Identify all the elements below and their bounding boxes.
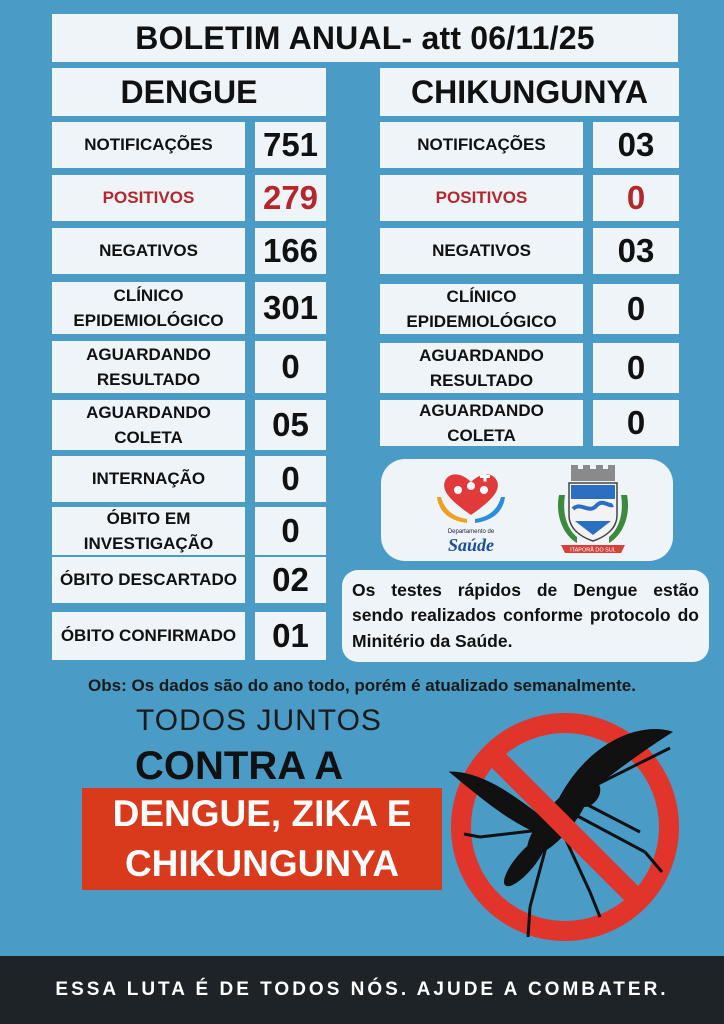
row-value: 0	[255, 456, 326, 502]
row-label: NOTIFICAÇÕES	[52, 122, 245, 168]
slogan-line-4: CHIKUNGUNYA	[82, 838, 442, 890]
row-value: 0	[255, 341, 326, 393]
dengue-heading: DENGUE	[52, 68, 326, 116]
row-value: 0	[593, 400, 679, 446]
row-value: 166	[255, 228, 326, 274]
row-label: ÓBITO DESCARTADO	[52, 557, 245, 603]
slogan-line-3: DENGUE, ZIKA E	[82, 788, 442, 840]
row-label: INTERNAÇÃO	[52, 456, 245, 502]
slogan-line-1: TODOS JUNTOS	[136, 704, 382, 737]
row-label: NEGATIVOS	[380, 228, 583, 274]
row-value: 0	[593, 175, 679, 221]
row-value: 301	[255, 282, 326, 334]
row-value: 0	[593, 343, 679, 393]
logo-small-text: Departamento de	[447, 529, 495, 535]
row-label: POSITIVOS	[380, 175, 583, 221]
row-value: 0	[255, 507, 326, 555]
row-label: POSITIVOS	[52, 175, 245, 221]
row-value: 05	[255, 400, 326, 450]
health-department-logo	[431, 467, 511, 557]
row-label: ÓBITO CONFIRMADO	[52, 612, 245, 660]
page-title: BOLETIM ANUAL- att 06/11/25	[52, 14, 678, 62]
row-label: NEGATIVOS	[52, 228, 245, 274]
row-label: NOTIFICAÇÕES	[380, 122, 583, 168]
no-mosquito-icon	[440, 702, 690, 952]
row-label: AGUARDANDO COLETA	[380, 400, 583, 446]
logos-panel	[381, 459, 673, 561]
rapid-test-note: Os testes rápidos de Dengue estão sendo realizados conforme protocolo do Minitério da Saúde.	[342, 570, 709, 662]
row-value: 03	[593, 122, 679, 168]
observation-text: Obs: Os dados são do ano todo, porém é atualizado semanalmente.	[88, 676, 636, 695]
row-label: AGUARDANDO RESULTADO	[52, 341, 245, 393]
crest-ribbon-text: ITAPORÃ DO SUL	[570, 547, 616, 554]
row-label: CLÍNICO EPIDEMIOLÓGICO	[380, 284, 583, 334]
row-label: AGUARDANDO COLETA	[52, 400, 245, 450]
row-value: 0	[593, 284, 679, 334]
row-value: 751	[255, 122, 326, 168]
chikungunya-heading: CHIKUNGUNYA	[380, 68, 679, 116]
row-label: CLÍNICO EPIDEMIOLÓGICO	[52, 282, 245, 334]
logo-big-text: Saúde	[447, 535, 495, 555]
row-value: 03	[593, 228, 679, 274]
municipal-crest-icon	[553, 465, 633, 557]
row-value: 01	[255, 612, 326, 660]
slogan-line-2: CONTRA A	[135, 744, 344, 788]
row-label: ÓBITO EM INVESTIGAÇÃO	[52, 507, 245, 555]
row-value: 02	[255, 557, 326, 603]
row-value: 279	[255, 175, 326, 221]
row-label: AGUARDANDO RESULTADO	[380, 343, 583, 393]
footer-banner: ESSA LUTA É DE TODOS NÓS. AJUDE A COMBATER.	[0, 956, 724, 1024]
